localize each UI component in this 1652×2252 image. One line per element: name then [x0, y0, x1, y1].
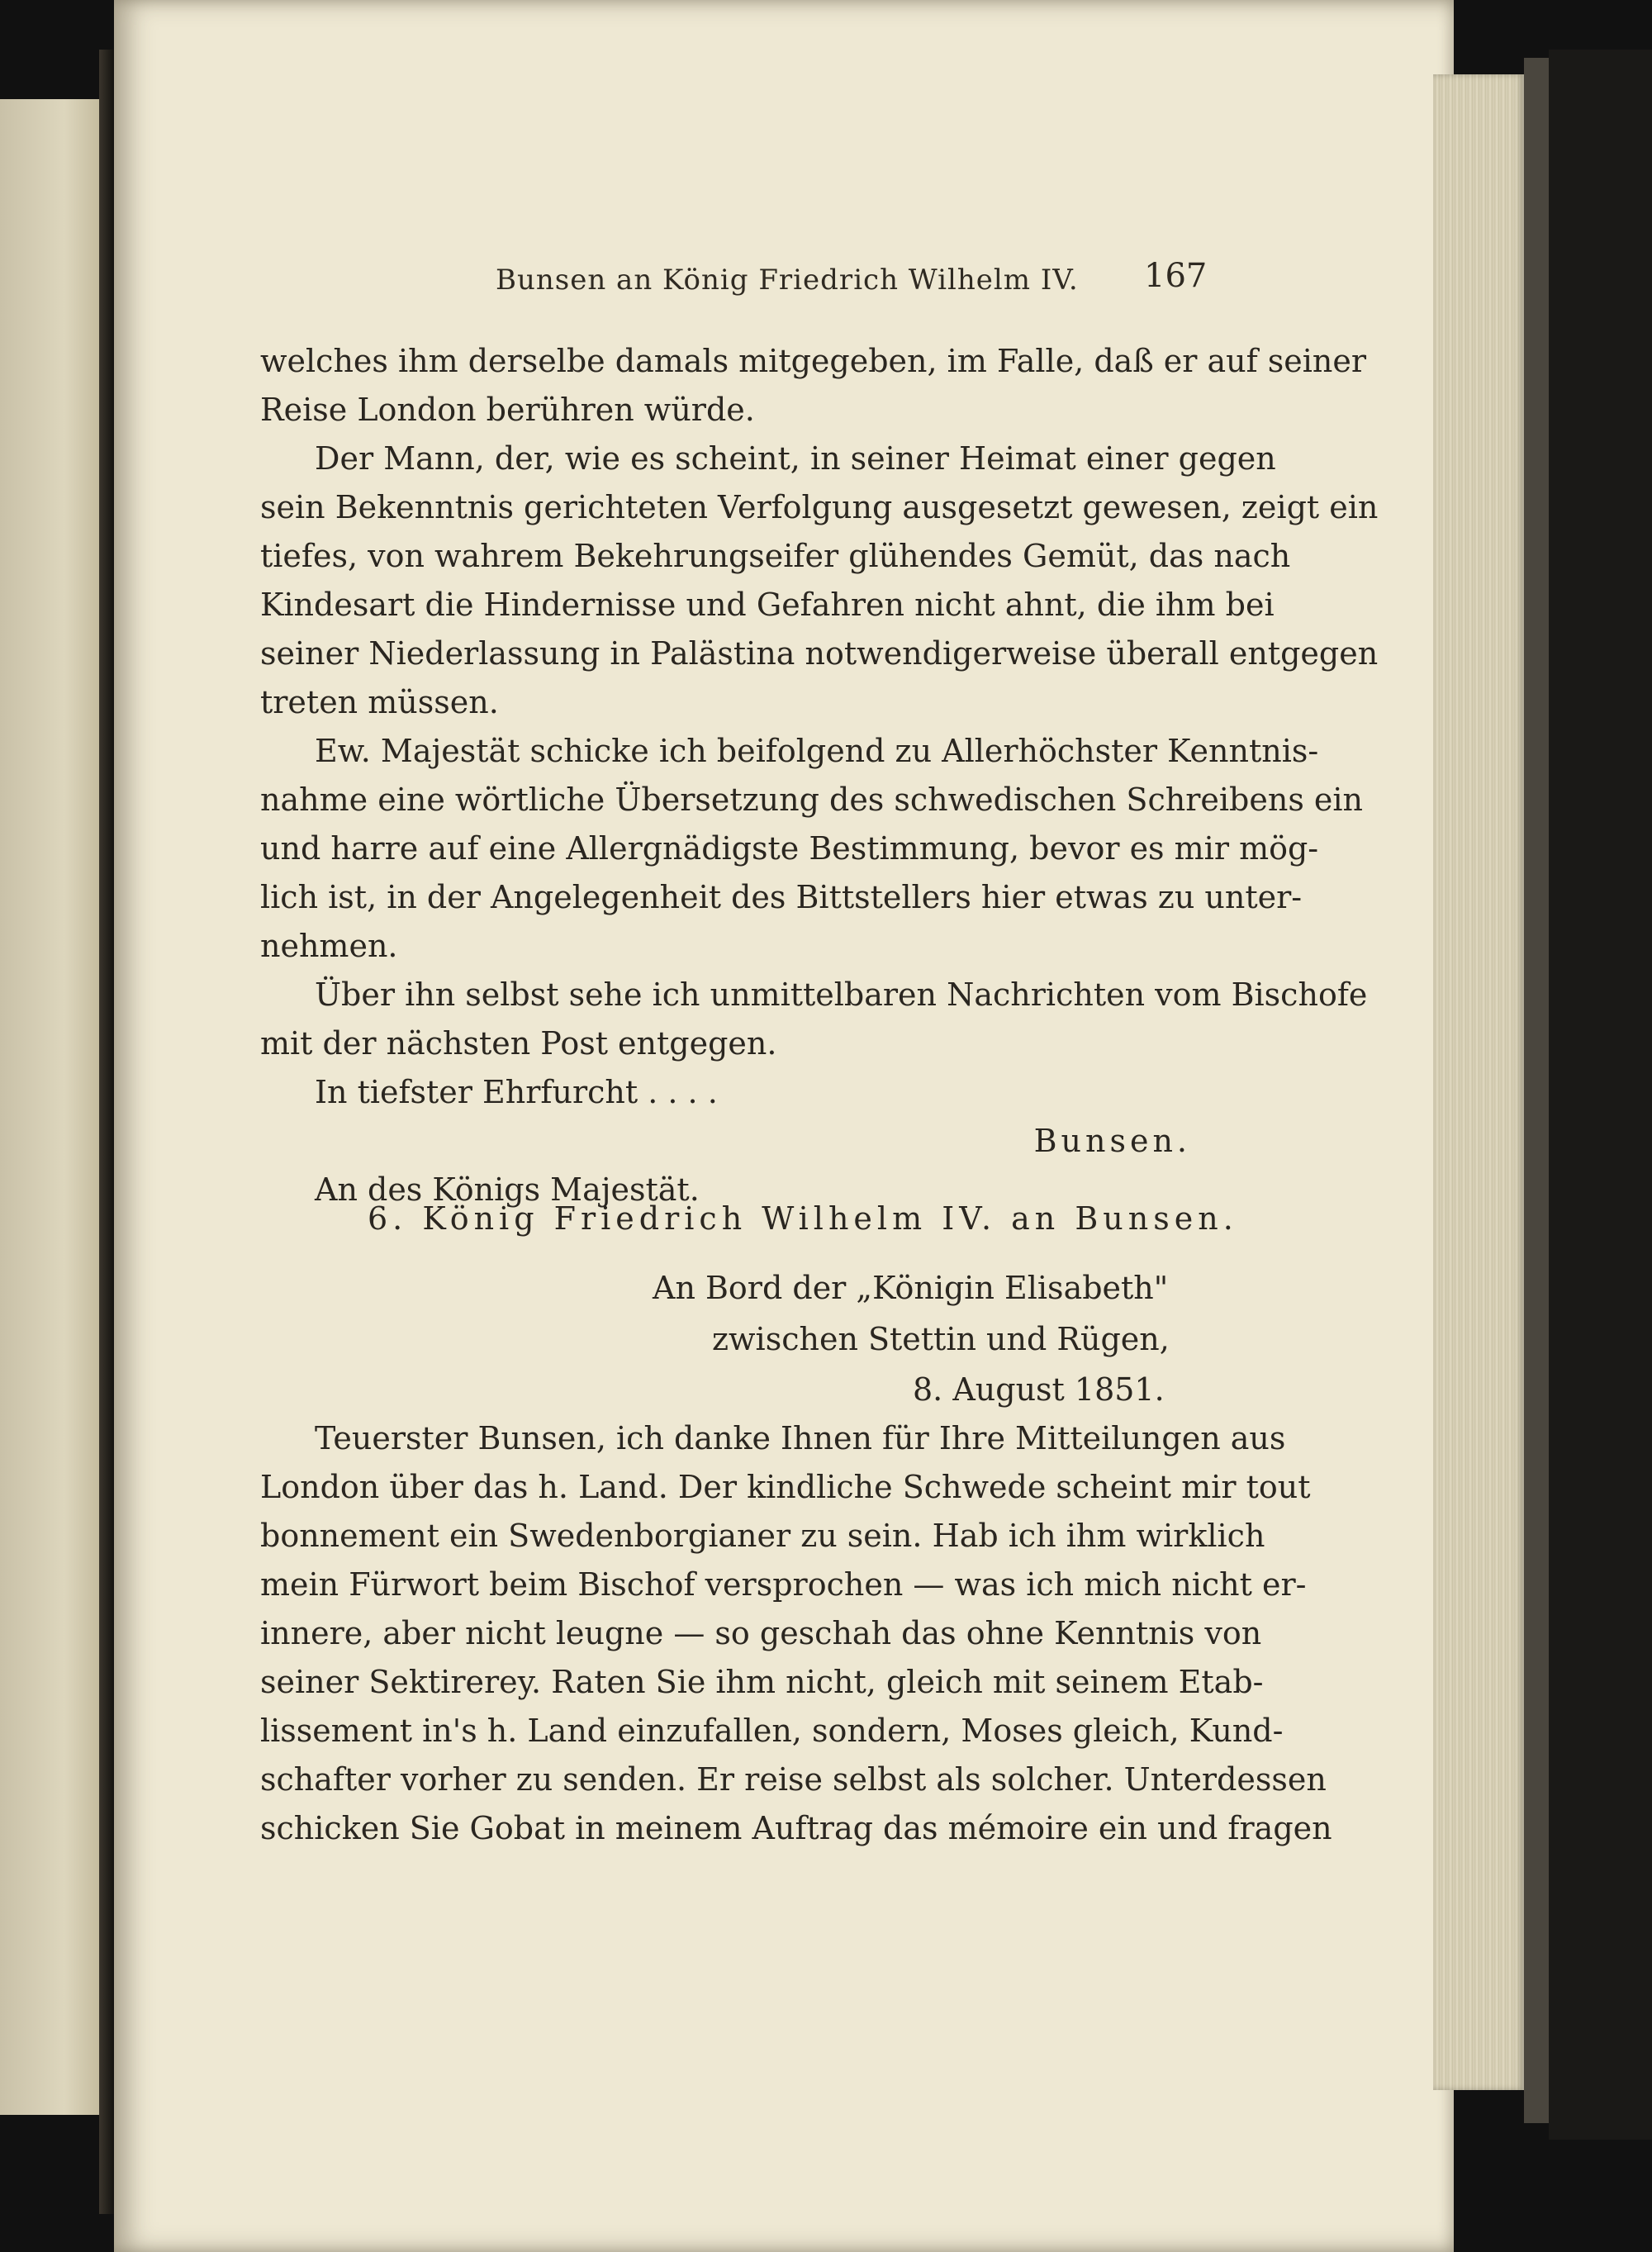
text-line: mit der nächsten Post entgegen. — [260, 1025, 777, 1062]
text-line: nehmen. — [260, 928, 398, 964]
page-number: 167 — [1144, 257, 1208, 295]
text-line: welches ihm derselbe damals mitgegeben, im Falle, daß er auf seiner — [260, 343, 1367, 379]
text-line: Kindesart die Hindernisse und Gefahren nicht ahnt, die ihm bei — [260, 587, 1275, 623]
running-header: Bunsen an König Friedrich Wilhelm IV. — [496, 264, 1079, 297]
text-line: tiefes, von wahrem Bekehrungseifer glühendes Gemüt, das nach — [260, 538, 1291, 574]
text-line: nahme eine wörtliche Übersetzung des schwedischen Schreibens ein — [260, 782, 1364, 818]
page-edges — [1433, 74, 1524, 2090]
text-line: innere, aber nicht leugne — so geschah das ohne Kenntnis von — [260, 1615, 1262, 1651]
letter-heading: 6. König Friedrich Wilhelm IV. an Bunsen. — [368, 1200, 1238, 1237]
scan-background — [1549, 50, 1652, 2140]
text-line: London über das h. Land. Der kindliche Schwede scheint mir tout — [260, 1469, 1311, 1505]
place-line: An Bord der „Königin Elisabeth" — [653, 1270, 1169, 1306]
place-line: zwischen Stettin und Rügen, — [712, 1321, 1170, 1357]
text-line: Der Mann, der, wie es scheint, in seiner Heimat einer gegen — [315, 440, 1276, 477]
text-line: lich ist, in der Angelegenheit des Bittstellers hier etwas zu unter- — [260, 879, 1303, 915]
text-line: Ew. Majestät schicke ich beifolgend zu Allerhöchster Kenntnis- — [315, 733, 1319, 769]
text-line: mein Fürwort beim Bischof versprochen — was ich mich nicht er- — [260, 1566, 1307, 1603]
text-line: treten müssen. — [260, 684, 499, 720]
book-cover-edge — [1524, 58, 1549, 2123]
text-line: bonnement ein Swedenborgianer zu sein. Hab ich ihm wirklich — [260, 1518, 1265, 1554]
text-line: schafter vorher zu senden. Er reise selbst als solcher. Unterdessen — [260, 1761, 1327, 1798]
date-line: 8. August 1851. — [913, 1371, 1165, 1408]
text-line: seiner Sektirerey. Raten Sie ihm nicht, gleich mit seinem Etab- — [260, 1664, 1264, 1700]
text-line: Über ihn selbst sehe ich unmittelbaren Nachrichten vom Bischofe — [315, 976, 1368, 1013]
text-line: Reise London berühren würde. — [260, 392, 755, 428]
text-line: lissement in's h. Land einzufallen, sondern, Moses gleich, Kund- — [260, 1713, 1284, 1749]
text-line: Teuerster Bunsen, ich danke Ihnen für Ihre Mitteilungen aus — [315, 1420, 1286, 1456]
text-line: und harre auf eine Allergnädigste Bestimmung, bevor es mir mög- — [260, 830, 1319, 867]
letter-text-block — [260, 1414, 1332, 1853]
text-line: schicken Sie Gobat in meinem Auftrag das mémoire ein und fragen — [260, 1810, 1332, 1846]
closing-formula: In tiefster Ehrfurcht . . . . — [315, 1074, 718, 1110]
left-page-edge — [0, 99, 107, 2115]
text-block — [260, 337, 1379, 1214]
addressee: An des Königs Majestät. — [315, 1171, 700, 1208]
signature: Bunsen. — [1033, 1123, 1191, 1159]
text-line: seiner Niederlassung in Palästina notwendigerweise überall entgegen — [260, 635, 1379, 672]
text-line: sein Bekenntnis gerichteten Verfolgung ausgesetzt gewesen, zeigt ein — [260, 489, 1379, 525]
